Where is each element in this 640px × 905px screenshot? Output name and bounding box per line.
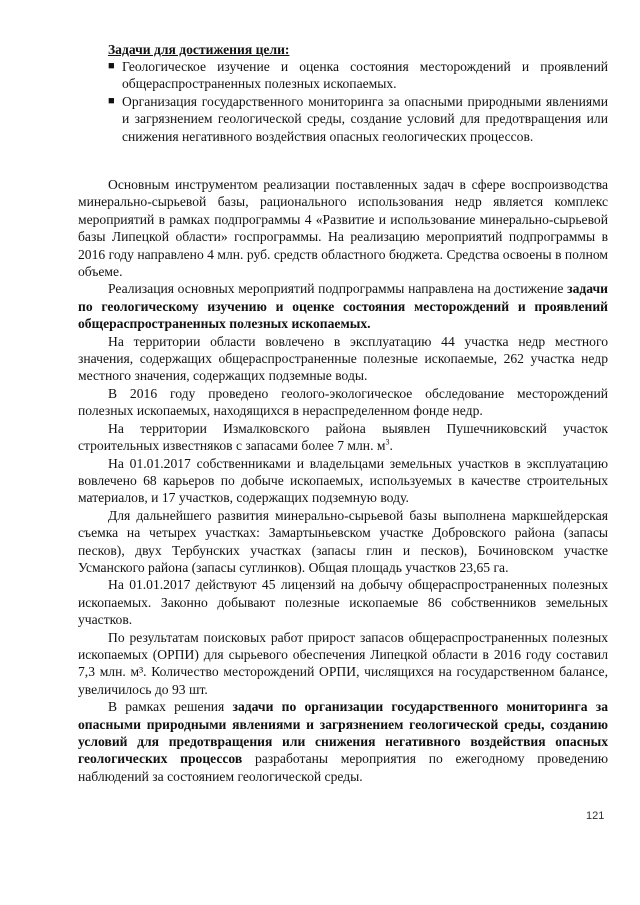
page-number: 121: [586, 810, 605, 822]
body-text: [78, 176, 608, 785]
goal-item-text: Организация государственного мониторинга за опасными природными явлениями и загрязнением геологической среды, создание условий для предотвращения или снижения негативного воздействия опасных геологических процессов.: [122, 93, 608, 144]
paragraph-monitoring: [78, 698, 608, 785]
superscript: 3: [385, 437, 390, 447]
goal-item: [108, 58, 608, 93]
paragraph-survey-2016: В 2016 году проведено геолого-экологическое обследование месторождений полезных ископаемых, находящихся в нераспределенном фонде недр.: [78, 385, 608, 419]
paragraph-subsoil-sites: На территории области вовлечено в эксплуатацию 44 участка недр местного значения, содержащих общераспространенные полезные ископаемые, 262 участка недр местного значения, содержащих подземные воды.: [78, 333, 608, 384]
paragraph-end: .: [389, 438, 393, 454]
paragraph-main-instrument: Основным инструментом реализации поставленных задач в сфере воспроизводства минерально-сырьевой базы, рационального использования недр является комплекс мероприятий в рамках подпрограммы 4 «Развитие и использование минерально-сырьевой базы Липецкой области» госпрограммы. На реализацию мероприятий подпрограммы в 2016 году направлено 4 млн. руб. средств областного бюджета. Средства освоены в полном объеме.: [78, 177, 608, 280]
paragraph-lead: В рамках решения: [108, 699, 233, 715]
paragraph-quarries: На 01.01.2017 собственниками и владельцами земельных участков в эксплуатацию вовлечено 68 карьеров по добыче ископаемых, используемых в качестве строительных материалов, и 17 участков, содержащих подземную воду.: [78, 455, 608, 506]
goals-heading: Задачи для достижения цели:: [108, 42, 290, 57]
goal-item-text: Геологическое изучение и оценка состояния месторождений и проявлений общераспространенных полезных ископаемых.: [122, 59, 608, 92]
goals-list: [108, 58, 608, 145]
paragraph-survey-sites: Для дальнейшего развития минерально-сырьевой базы выполнена маркшейдерская съемка на четырех участках: Замартыньевском участке Добровского района (запасы песков), двух Тербунских участках (запасы глин и песков), Бочиновском участке Усманского района (запасы суглинков). Общая площадь участков 23,65 га.: [78, 507, 608, 575]
paragraph-bold-task: задачи по геологическому изучению и оценке состояния месторождений и проявлений общераспространенных полезных ископаемых.: [78, 281, 608, 332]
paragraph-subprogram-goal: [78, 280, 608, 332]
goal-item: [108, 93, 608, 145]
square-bullet-icon: ■: [108, 94, 115, 107]
paragraph-bold-task: задачи по организации государственного мониторинга за опасными природными явлениями и загрязнением геологической среды, созданию условий для предотвращения или снижения негативного воздействия опасных геологических процессов: [78, 699, 608, 767]
paragraph-text: На территории Измалковского района выявлен Пушечниковский участок строительных известняков с запасами более 7 млн. м: [78, 420, 608, 454]
paragraph-lead: Реализация основных мероприятий подпрограммы направлена на достижение: [108, 281, 568, 297]
paragraph-izmalkovo: [78, 420, 608, 455]
paragraph-reserves: По результатам поисковых работ прирост запасов общераспространенных полезных ископаемых (ОРПИ) для сырьевого обеспечения Липецкой области в 2016 году составил 7,3 млн. м³. Количество месторождений ОРПИ, числящихся на государственном балансе, увеличилось до 93 шт.: [78, 629, 608, 697]
paragraph-tail: разработаны мероприятия по ежегодному проведению наблюдений за состоянием геологической среды.: [78, 751, 608, 784]
paragraph-licenses: На 01.01.2017 действуют 45 лицензий на добычу общераспространенных полезных ископаемых. Законно добывают полезные ископаемые 86 собственников земельных участков.: [78, 577, 608, 628]
square-bullet-icon: ■: [108, 60, 115, 72]
